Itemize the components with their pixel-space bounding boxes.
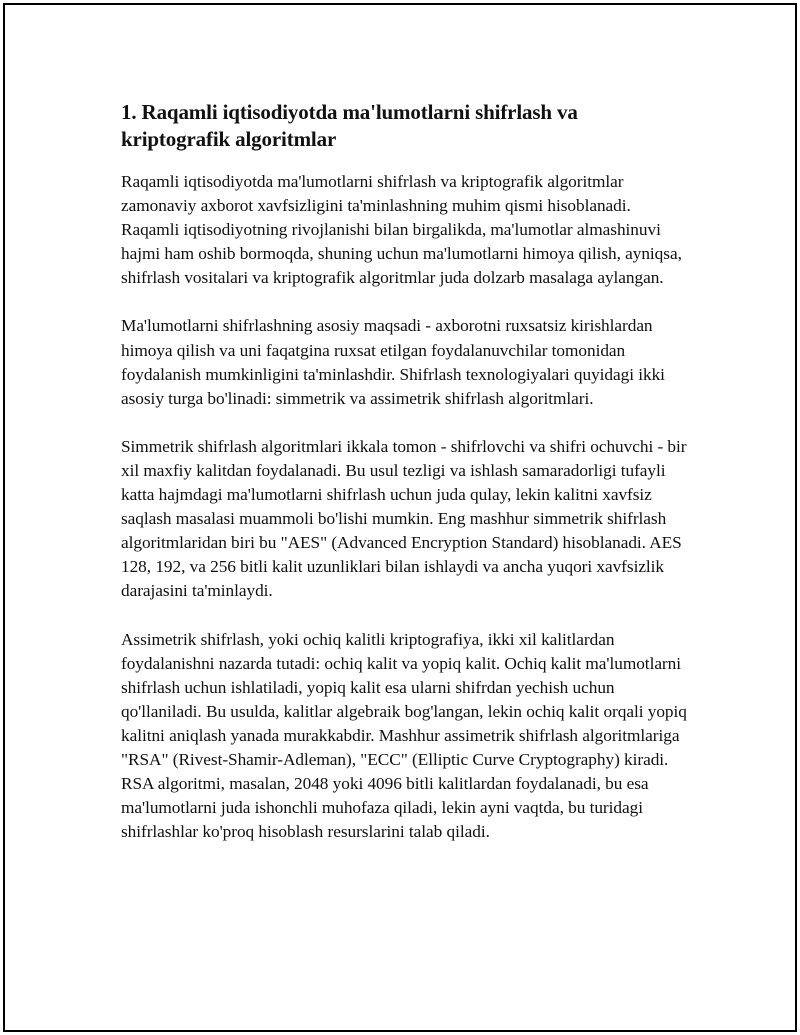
section-heading: 1. Raqamli iqtisodiyotda ma'lumotlarni shifrlash va kriptografik algoritmlar xyxy=(121,100,578,151)
page-frame xyxy=(3,3,797,1032)
paragraph-asymmetric: Assimetrik shifrlash, yoki ochiq kalitli kriptografiya, ikki xil kalitlardan foydalanishni nazarda tutadi: ochiq kalit va yopiq kalit. Ochiq kalit ma'lumotlarni shifrlash uchun ishlatiladi, yopiq kalit esa ularni shifrdan yechish uchun qo'llaniladi. Bu usulda, kalitlar algebraik bog'langan, lekin ochiq kalit orqali yopiq kalitni aniqlash yanada murakkabdir. Mashhur assimetrik shifrlash algoritmlariga "RSA" (Rivest-Shamir-Adleman), "ECC" (Elliptic Curve Cryptography) kiradi. RSA algoritmi, masalan, 2048 yoki 4096 bitli kalitlardan foydalanadi, bu esa ma'lumotlarni juda ishonchli muhofaza qiladi, lekin ayni vaqtda, bu turidagi shifrlashlar ko'proq hisoblash resurslarini talab qiladi. xyxy=(121,629,687,842)
paragraph-purpose: Ma'lumotlarni shifrlashning asosiy maqsadi - axborotni ruxsatsiz kirishlardan himoya qilish va uni faqatgina ruxsat etilgan foydalanuvchilar tomonidan foydalanish mumkinligini ta'minlashdir. Shifrlash texnologiyalari quyidagi ikki asosiy turga bo'linadi: simmetrik va assimetrik shifrlash algoritmlari. xyxy=(121,316,665,408)
paragraph-intro: Raqamli iqtisodiyotda ma'lumotlarni shifrlash va kriptografik algoritmlar zamonaviy axborot xavfsizligini ta'minlashning muhim qismi hisoblanadi. Raqamli iqtisodiyotning rivojlanishi bilan birgalikda, ma'lumotlar almashinuvi hajmi ham oshib bormoqda, shuning uchun ma'lumotlarni himoya qilish, ayniqsa, shifrlash vositalari va kriptografik algoritmlar juda dolzarb masalaga aylangan. xyxy=(121,172,682,288)
paragraph-symmetric: Simmetrik shifrlash algoritmlari ikkala tomon - shifrlovchi va shifri ochuvchi - bir xil maxfiy kalitdan foydalanadi. Bu usul tezligi va ishlash samaradorligi tufayli katta hajmdagi ma'lumotlarni shifrlash uchun juda qulay, lekin kalitni xavfsiz saqlash masalasi muammoli bo'lishi mumkin. Eng mashhur simmetrik shifrlash algoritmlaridan biri bu "AES" (Advanced Encryption Standard) hisoblanadi. AES 128, 192, va 256 bitli kalit uzunliklari bilan ishlaydi va ancha yuqori xavfsizlik darajasini ta'minlaydi. xyxy=(121,436,687,601)
document-body xyxy=(121,99,691,844)
